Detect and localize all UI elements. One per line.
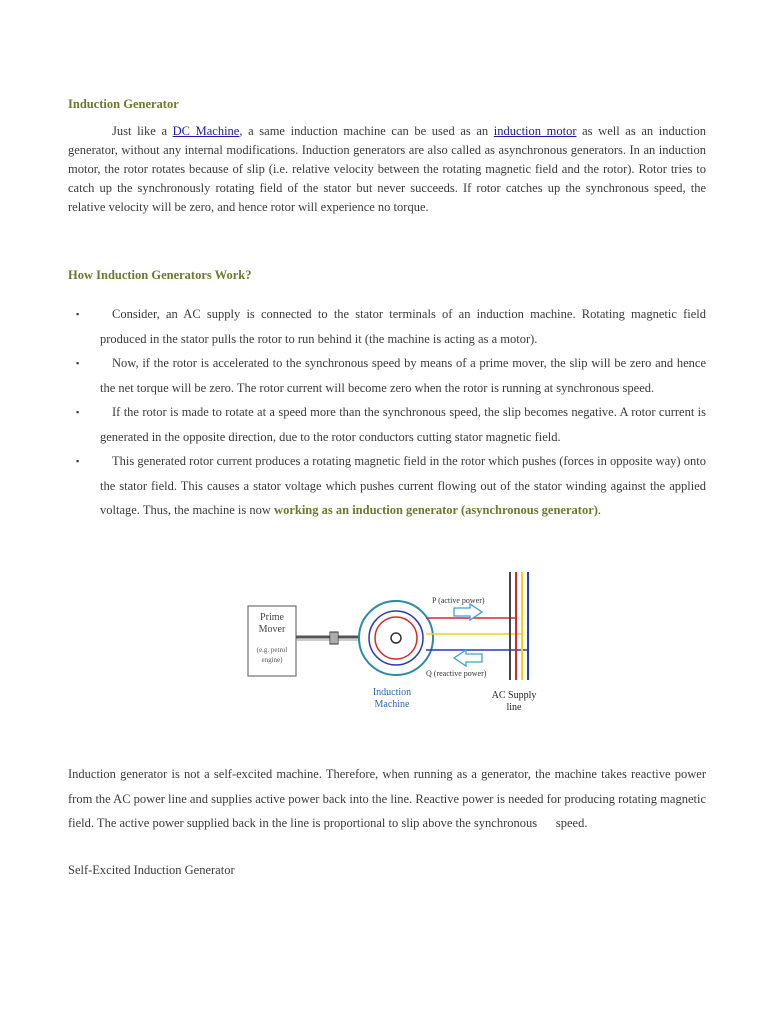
bullet-text: This generated rotor current produces a rotating magnetic field in the rotor which pushes (forces in opposite way) onto the stator field. This causes a stator voltage which pushes current flowing out of the stator winding against the applied voltage. Thus, the machine is now [100,454,706,517]
para1-pre: Just like a [112,124,173,138]
intro-paragraph [68,122,706,217]
para2-text: Induction generator is not a self-excited machine. Therefore, when running as a generator, the machine takes reactive power from the AC power line and supplies active power back into the line. Reactive power is needed for producing rotating magnetic field. The active power supplied back in the line is proportional to slip above the synchronous [68,767,706,830]
ac-supply-label-2: line [506,702,522,713]
bullet-text: Consider, an AC supply is connected to the stator terminals of an induction machine. Rotating magnetic field produced in the stator pulls the rotor to run behind it (the machine is acting as a motor). [100,307,706,346]
bullet-item [68,400,706,449]
prime-mover-example-2: engine) [261,656,283,664]
ac-supply-label-1: AC Supply [491,690,537,701]
induction-motor-link[interactable]: induction motor [493,124,577,138]
prime-mover-label-2: Mover [258,624,286,635]
bullet-list [68,302,706,523]
bullet-item [68,302,706,351]
prime-mover-label-1: Prime [260,612,284,623]
induction-generator-diagram [246,570,546,720]
bullet-icon: ▪ [76,309,80,319]
heading-induction-generator: Induction Generator [68,97,179,111]
bullet-icon: ▪ [76,407,80,417]
bullet-item [68,351,706,400]
bullet-icon: ▪ [76,358,80,368]
p-active-power-label: P (active power) [432,596,485,605]
induction-machine-label-2: Machine [374,699,410,710]
heading-how-it-works: How Induction Generators Work? [68,268,252,282]
bullet-tail: . [597,503,602,517]
q-reactive-power-label: Q (reactive power) [426,669,487,678]
generator-paragraph [68,762,706,836]
dc-machine-link[interactable]: DC Machine [172,124,240,138]
shaft-center-icon [391,633,401,643]
para1-post: as well as an induction generator, without any internal modifications. Induction generators are also called as asynchronous generators. In an induction motor, the rotor rotates because of slip (i.e. relative velocity between the rotating magnetic field and the rotor). Rotor tries to catch up the synchronously rotating field of the stator but never succeeds. If rotor catches up the synchronous speed, the relative velocity will be zero, and hence rotor will experience no torque. [68,124,706,214]
left-arrow-icon [454,650,482,666]
bullet-text: If the rotor is made to rotate at a speed more than the synchronous speed, the slip becomes negative. A rotor current is generated in the opposite direction, due to the rotor conductors cutting stator magnetic field. [100,405,706,444]
bullet-text: Now, if the rotor is accelerated to the synchronous speed by means of a prime mover, the slip will be zero and hence the net torque will be zero. The rotor current will become zero when the rotor is running at synchronous speed. [100,356,706,395]
prime-mover-example-1: (e.g. petrol [256,646,288,654]
heading-self-excited: Self-Excited Induction Generator [68,863,235,877]
para1-mid: , a same induction machine can be used as an [239,124,494,138]
para2-end: speed. [555,816,588,830]
bullet-bold-text: working as an induction generator (asynchronous generator) [274,503,598,517]
induction-machine-label-1: Induction [372,687,412,698]
bullet-icon: ▪ [76,456,80,466]
bullet-item [68,449,706,523]
